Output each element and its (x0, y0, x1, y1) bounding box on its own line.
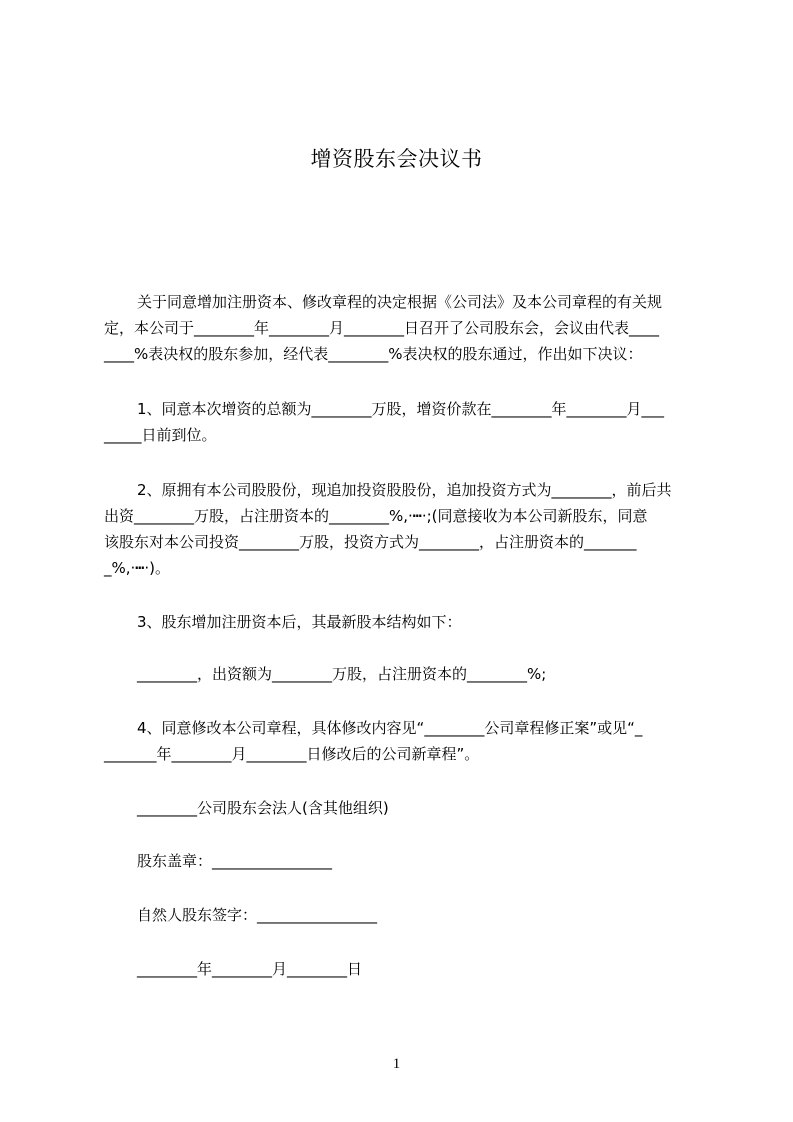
resolution-2-line-2: 出资________万股，占注册资本的________%,·┅·;(同意接收为本公司新股东，同意 (104, 507, 648, 525)
page-number: 1 (392, 1056, 401, 1072)
natural-person-signature-line: 自然人股东签字：________________ (137, 906, 378, 924)
document-title: 增资股东会决议书 (310, 147, 483, 171)
share-structure-line: ________，出资额为________万股，占注册资本的________%; (137, 665, 547, 683)
intro-line-1: 关于同意增加注册资本、修改章程的决定根据《公司法》及本公司章程的有关规 (137, 293, 663, 311)
resolution-4-line-1: 4、同意修改本公司章程，具体修改内容见“________公司章程修正案”或见“_ (137, 719, 643, 737)
shareholder-seal-line: 股东盖章：________________ (137, 852, 333, 870)
resolution-2-line-1: 2、原拥有本公司股股份，现追加投资股股份，追加投资方式为________，前后共 (137, 481, 672, 499)
intro-line-2: 定，本公司于________年________月________日召开了公司股东会，会议由代表____ (104, 319, 660, 337)
intro-line-3: ____%表决权的股东参加，经代表________%表决权的股东通过，作出如下决议： (104, 345, 643, 363)
resolution-1-line-1: 1、同意本次增资的总额为________万股，增资价款在________年________月___ (137, 400, 665, 418)
resolution-3-line: 3、股东增加注册资本后，其最新股本结构如下： (137, 613, 462, 631)
resolution-2-line-4: _%,·┅·)。 (104, 559, 170, 577)
date-line: ________年________月________日 (137, 960, 363, 978)
resolution-4-line-2: _______年________月________日修改后的公司新章程”。 (104, 745, 480, 763)
shareholder-meeting-label: ________公司股东会法人(含其他组织) (137, 799, 389, 817)
resolution-2-line-3: 该股东对本公司投资________万股，投资方式为________，占注册资本的_______ (104, 533, 637, 551)
resolution-1-line-2: _____日前到位。 (104, 426, 217, 444)
